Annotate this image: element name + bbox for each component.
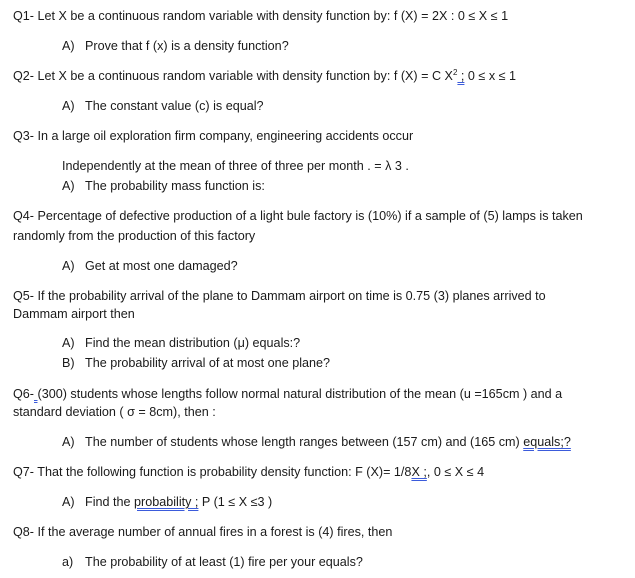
- part-text-tail: P (1 ≤ X ≤3 ): [198, 495, 273, 509]
- part-label: a): [62, 555, 74, 569]
- stem-text: Q2- Let X be a continuous random variable with density function by: f (X) = C X: [13, 69, 453, 83]
- question-6-part-a: [62, 432, 571, 452]
- grammar-mark: X ;: [411, 465, 427, 479]
- question-6-line-2: standard deviation ( σ = 8cm), then :: [13, 405, 216, 419]
- question-4-part-a: [62, 256, 238, 276]
- part-text: The number of students whose length ranges between (157 cm) and (165 cm): [85, 435, 524, 449]
- part-text: Find the mean distribution (μ) equals:?: [85, 336, 301, 350]
- stem-text: (300) students whose lengths follow normal natural distribution of the mean (u =165cm ) and a: [37, 387, 563, 401]
- question-8-part-a: [62, 552, 363, 572]
- question-5-line-2: Dammam airport then: [13, 307, 135, 321]
- stem-label: Q6-: [13, 387, 34, 401]
- grammar-mark: equals;?: [523, 435, 571, 449]
- question-5-stem: Q5- If the probability arrival of the plane to Dammam airport on time is 0.75 (3) planes arrived to: [13, 289, 546, 303]
- part-text: The probability of at least (1) fire per your equals?: [85, 555, 363, 569]
- part-label: A): [62, 99, 75, 113]
- stem-range: 0 ≤ x ≤ 1: [464, 69, 517, 83]
- part-text: The constant value (c) is equal?: [85, 99, 264, 113]
- stem-text: Q7- That the following function is probability density function: F (X)= 1/8: [13, 465, 412, 479]
- question-5-part-b: [62, 353, 330, 373]
- part-text: The probability mass function is:: [85, 179, 265, 193]
- question-7-part-a: [62, 492, 272, 512]
- stem-range: , 0 ≤ X ≤ 4: [426, 465, 485, 479]
- part-label: A): [62, 336, 75, 350]
- question-7-stem: [13, 462, 484, 482]
- question-3-part-a: [62, 176, 265, 196]
- question-1-stem: Q1- Let X be a continuous random variable with density function by: f (X) = 2X : 0 ≤ X ≤ 1: [13, 9, 509, 23]
- part-text: Get at most one damaged?: [85, 259, 238, 273]
- part-text: The probability arrival of at most one plane?: [85, 356, 331, 370]
- question-4-line-2: randomly from the production of this factory: [13, 229, 256, 243]
- question-8-stem: Q8- If the average number of annual fires in a forest is (4) fires, then: [13, 525, 393, 539]
- part-label: A): [62, 39, 75, 53]
- question-3-stem: Q3- In a large oil exploration firm company, engineering accidents occur: [13, 129, 414, 143]
- part-label: A): [62, 495, 75, 509]
- question-1-part-a: [62, 36, 289, 56]
- question-3-line-2: Independently at the mean of three of three per month . = λ 3 .: [62, 159, 409, 173]
- question-2-part-a: [62, 96, 264, 116]
- question-6-stem: [13, 384, 562, 404]
- part-label: B): [62, 356, 75, 370]
- part-text: Prove that f (x) is a density function?: [85, 39, 289, 53]
- grammar-mark: probability ;: [134, 495, 199, 509]
- part-label: A): [62, 435, 75, 449]
- exponent: 2: [452, 67, 458, 77]
- grammar-mark: ;: [457, 69, 465, 83]
- question-5-part-a: [62, 333, 300, 353]
- part-text: Find the: [85, 495, 135, 509]
- question-4-stem: Q4- Percentage of defective production of a light bule factory is (10%) if a sample of (5) lamps is taken: [13, 209, 583, 223]
- part-label: A): [62, 179, 75, 193]
- part-label: A): [62, 259, 75, 273]
- question-2-stem: [13, 66, 516, 86]
